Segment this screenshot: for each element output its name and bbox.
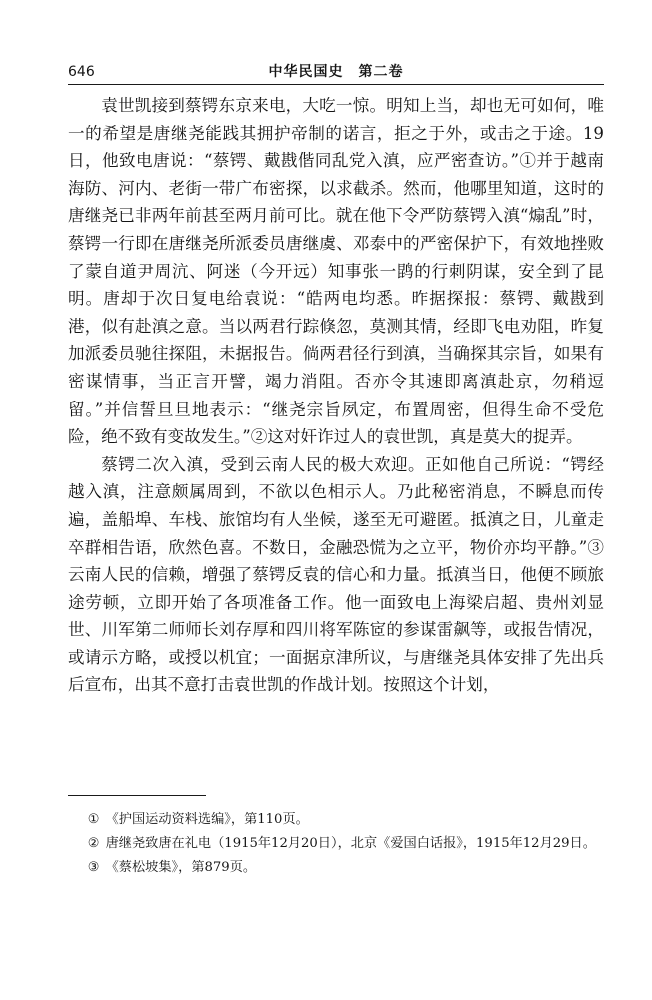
footnote-marker: ① (87, 812, 100, 827)
footnote-3 (68, 857, 604, 879)
footnote-1 (68, 809, 604, 831)
running-title: 中华民国史 第二卷 (268, 64, 404, 80)
header-rule (68, 84, 604, 85)
footnote-marker: ② (87, 836, 100, 851)
body-text (68, 92, 604, 699)
footnote-text: 《蔡松坡集》，第879页。 (105, 860, 257, 875)
footnote-2 (68, 833, 604, 855)
page-header (68, 63, 604, 85)
paragraph-1: 袁世凯接到蔡锷东京来电，大吃一惊。明知上当，却也无可如何，唯一的希望是唐继尧能践其拥护帝制的诺言，拒之于外，或击之于途。19日，他致电唐说：“蔡锷、戴戡偕同乱党入滇，应严密查访。”①并于越南海防、河内、老街一带广布密探，以求截杀。然而，他哪里知道，这时的唐继尧已非两年前甚至两月前可比。就在他下令严防蔡锷入滇“煽乱”时，蔡锷一行即在唐继尧所派委员唐继虞、邓泰中的严密保护下，有效地挫败了蒙自道尹周沆、阿迷（今开远）知事张一鹍的行刺阴谋，安全到了昆明。唐却于次日复电给袁说：“皓两电均悉。昨据探报：蔡锷、戴戡到港，似有赴滇之意。当以两君行踪倏忽，莫测其情，经即飞电劝阻，昨复加派委员驰往探阻，未据报告。倘两君径行到滇，当确探其宗旨，如果有密谋情事，当正言开譬，竭力消阻。否亦令其速即离滇赴京，勿稍逗留。”并信誓旦旦地表示：“继尧宗旨夙定，布置周密，但得生命不受危险，绝不致有变故发生。”②这对奸诈过人的袁世凯，真是莫大的捉弄。 (68, 96, 604, 447)
footnote-rule (68, 795, 206, 796)
footnote-text: 唐继尧致唐在礼电（1915年12月20日），北京《爱国白话报》，1915年12月29日。 (105, 836, 596, 851)
footnotes (68, 809, 604, 881)
footnote-marker: ③ (87, 860, 100, 875)
footnote-text: 《护国运动资料选编》，第110页。 (105, 812, 309, 827)
paragraph-2: 蔡锷二次入滇，受到云南人民的极大欢迎。正如他自己所说：“锷经越入滇，注意颇属周到，不欲以色相示人。乃此秘密消息，不瞬息而传遍，盖船埠、车栈、旅馆均有人坐候，遂至无可避匿。抵滇之日，儿童走卒群相告语，欣然色喜。不数日，金融恐慌为之立平，物价亦均平静。”③云南人民的信赖，增强了蔡锷反袁的信心和力量。抵滇当日，他便不顾旅途劳顿，立即开始了各项准备工作。他一面致电上海梁启超、贵州刘显世、川军第二师师长刘存厚和四川将军陈宧的参谋雷飙等，或报告情况，或请示方略，或授以机宜；一面据京津所议，与唐继尧具体安排了先出兵后宣布，出其不意打击袁世凯的作战计划。按照这个计划， (68, 454, 604, 695)
page-number: 646 (68, 64, 95, 80)
